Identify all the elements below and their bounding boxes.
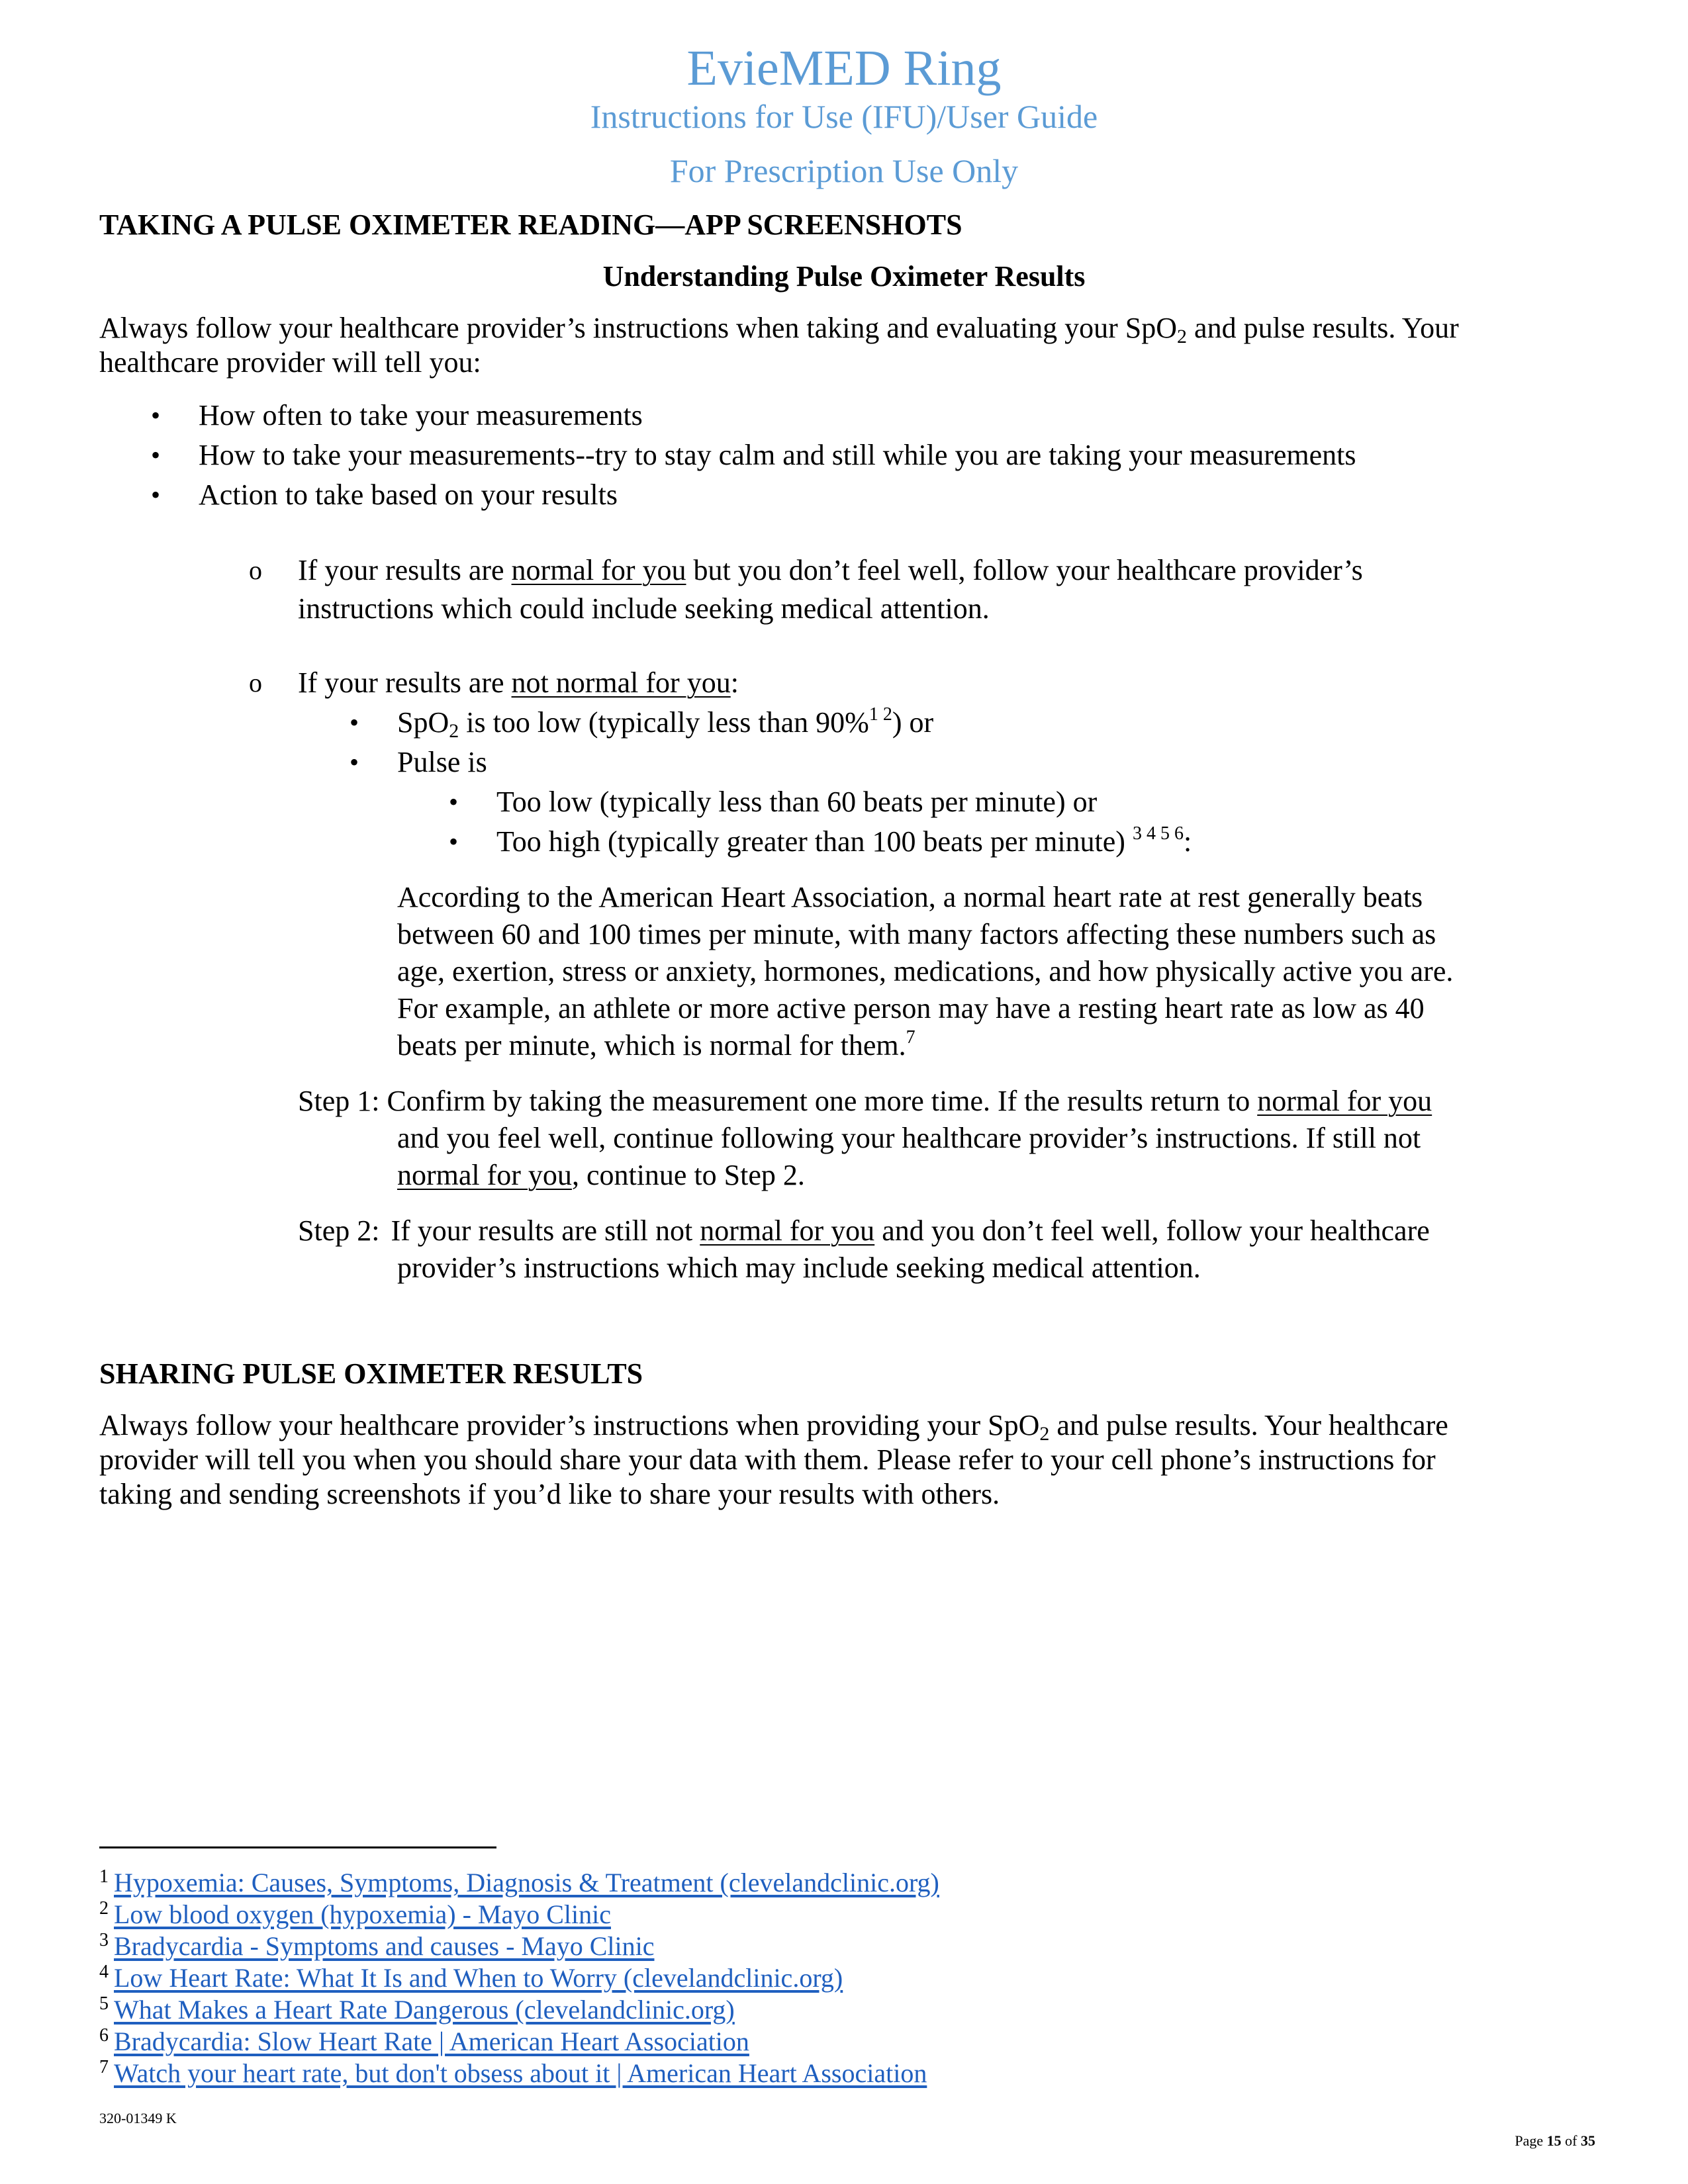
footnote-4: $^4$ Low Heart Rate: What It Is and When to Worry (clevelandclinic.org) xyxy=(99,1962,843,1993)
footnote-link[interactable]: Watch your heart rate, but don't obsess about it | American Heart Association xyxy=(114,2058,927,2088)
footnote-link[interactable]: Bradycardia: Slow Heart Rate | American Heart Association xyxy=(114,2026,749,2056)
step1-line1: Step 1: Confirm by taking the measurement one more time. If the results return to normal for you xyxy=(298,1085,1432,1117)
sharing-paragraph-line3: taking and sending screenshots if you’d like to share your results with others. xyxy=(99,1478,1000,1510)
bullet-dot: • xyxy=(449,827,459,856)
footnote-link[interactable]: Low Heart Rate: What It Is and When to Worry (clevelandclinic.org) xyxy=(114,1963,843,1993)
footnote-separator xyxy=(99,1846,496,1848)
bullet-dot: • xyxy=(151,480,161,510)
bullet-dot: • xyxy=(151,440,161,470)
document-id: 320-01349 K xyxy=(99,2110,177,2126)
intro-paragraph-line2: healthcare provider will tell you: xyxy=(99,346,481,379)
footnote-link[interactable]: Hypoxemia: Causes, Symptoms, Diagnosis & Treatment (clevelandclinic.org) xyxy=(114,1868,939,1897)
sharing-paragraph-line1: Always follow your healthcare provider’s instructions when providing your SpO$_2$ and pulse results. Your healthcare xyxy=(99,1409,1448,1445)
bullet-item: Action to take based on your results xyxy=(199,478,618,511)
step1-line2: and you feel well, continue following your healthcare provider’s instructions. If still not xyxy=(397,1122,1421,1154)
not-normal-results: If your results are not normal for you: xyxy=(298,666,739,699)
footnote-link[interactable]: Bradycardia - Symptoms and causes - Mayo Clinic xyxy=(114,1931,655,1961)
bullet-item: How to take your measurements--try to stay calm and still while you are taking your measurements xyxy=(199,439,1356,471)
normal-results-line2: instructions which could include seeking medical attention. xyxy=(298,592,990,625)
pulse-too-low: Too low (typically less than 60 beats per minute) or xyxy=(496,786,1098,818)
spo2-too-low: SpO$_2$ is too low (typically less than 90%$^{1 2}$) or xyxy=(397,704,934,742)
intro-paragraph-line1: Always follow your healthcare provider’s instructions when taking and evaluating your SpO$_2$ and pulse results. Your xyxy=(99,312,1459,347)
aha-paragraph-line: age, exertion, stress or anxiety, hormones, medications, and how physically active you are. xyxy=(397,955,1454,987)
footnote-6: $^6$ Bradycardia: Slow Heart Rate | American Heart Association xyxy=(99,2025,749,2056)
bullet-item: How often to take your measurements xyxy=(199,399,643,432)
document-subtitle: Instructions for Use (IFU)/User Guide xyxy=(590,98,1098,135)
footnote-link[interactable]: Low blood oxygen (hypoxemia) - Mayo Clinic xyxy=(114,1899,611,1929)
section-heading-sharing-results: SHARING PULSE OXIMETER RESULTS xyxy=(99,1357,643,1390)
footnote-7: $^7$ Watch your heart rate, but don't obsess about it | American Heart Association xyxy=(99,2057,927,2088)
aha-paragraph-line: For example, an athlete or more active person may have a resting heart rate as low as 40 xyxy=(397,992,1425,1024)
footnote-link[interactable]: What Makes a Heart Rate Dangerous (clevelandclinic.org) xyxy=(114,1995,735,2025)
circle-bullet: o xyxy=(249,555,262,585)
aha-paragraph-line: beats per minute, which is normal for them.$^7$ xyxy=(397,1027,915,1062)
footnote-1: $^1$ Hypoxemia: Causes, Symptoms, Diagnosis & Treatment (clevelandclinic.org) xyxy=(99,1866,939,1897)
bullet-dot: • xyxy=(350,707,359,737)
footnote-3: $^3$ Bradycardia - Symptoms and causes - Mayo Clinic xyxy=(99,1930,655,1961)
bullet-dot: • xyxy=(151,400,161,430)
pulse-too-high: Too high (typically greater than 100 beats per minute) $^{3 4 5 6}$: xyxy=(496,823,1192,858)
section-heading-taking-reading: TAKING A PULSE OXIMETER READING—APP SCREENSHOTS xyxy=(99,208,962,241)
subheading-understanding-results: Understanding Pulse Oximeter Results xyxy=(602,260,1086,293)
footnote-5: $^5$ What Makes a Heart Rate Dangerous (clevelandclinic.org) xyxy=(99,1993,735,2025)
sharing-paragraph-line2: provider will tell you when you should share your data with them. Please refer to your cell phone’s instructions for xyxy=(99,1443,1436,1476)
step1-line3: normal for you, continue to Step 2. xyxy=(397,1159,805,1191)
step2-line1: Step 2: If your results are still not normal for you and you don’t feel well, follow your healthcare xyxy=(298,1214,1430,1247)
normal-results-line1: If your results are normal for you but you don’t feel well, follow your healthcare provider’s xyxy=(298,554,1363,586)
prescription-notice: For Prescription Use Only xyxy=(669,152,1019,189)
bullet-dot: • xyxy=(350,747,359,777)
aha-paragraph-line: between 60 and 100 times per minute, with many factors affecting these numbers such as xyxy=(397,918,1436,950)
circle-bullet: o xyxy=(249,668,262,698)
step2-line2: provider’s instructions which may include seeking medical attention. xyxy=(397,1251,1201,1284)
footnote-2: $^2$ Low blood oxygen (hypoxemia) - Mayo Clinic xyxy=(99,1898,611,1929)
page-number: Page 15 of 35 xyxy=(1515,2132,1595,2149)
pulse-is: Pulse is xyxy=(397,746,487,778)
aha-paragraph-line: According to the American Heart Association, a normal heart rate at rest generally beats xyxy=(397,881,1423,913)
document-title: EvieMED Ring xyxy=(686,40,1002,96)
bullet-dot: • xyxy=(449,787,459,817)
